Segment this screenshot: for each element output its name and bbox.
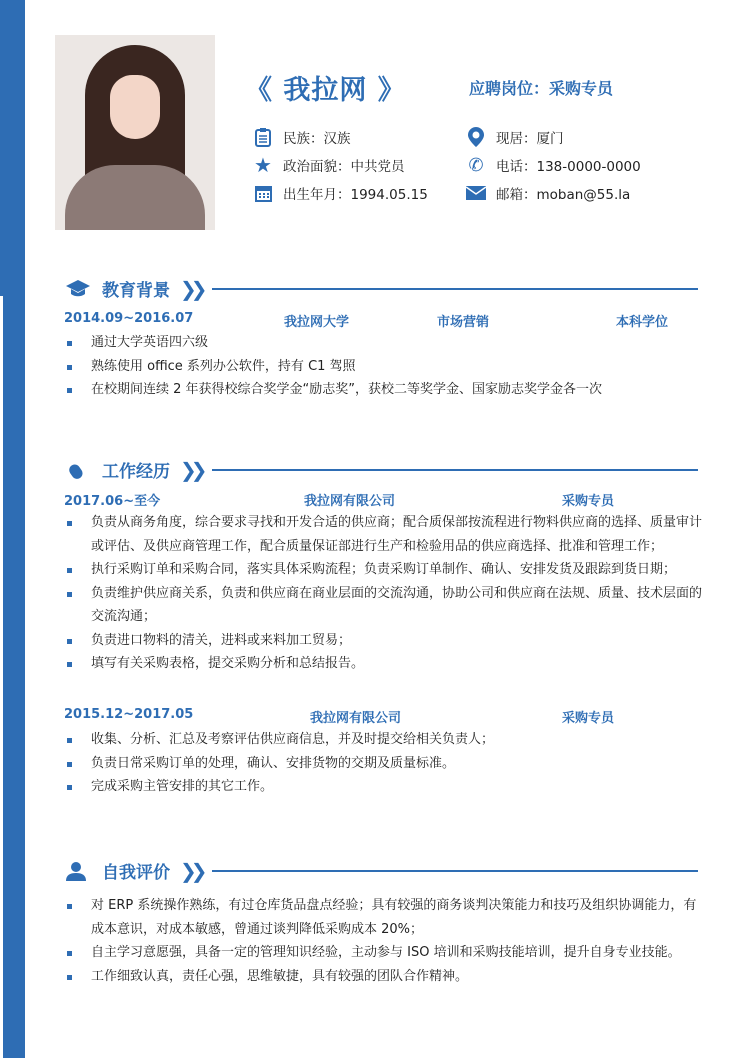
user-icon bbox=[66, 860, 92, 882]
phone-icon: ✆ bbox=[468, 154, 484, 176]
list-item: 负责维护供应商关系，负责和供应商在商业层面的交流沟通，协助公司和供应商在法规、质量、技术层面的交流沟通； bbox=[66, 582, 706, 629]
graduation-cap-icon bbox=[66, 278, 92, 300]
job-list bbox=[66, 511, 706, 676]
list-item: 负责日常采购订单的处理，确认、安排货物的交期及质量标准。 bbox=[66, 752, 706, 776]
list-item: 在校期间连续 2 年获得校综合奖学金“励志奖”，获校二等奖学金、国家励志奖学金各一次 bbox=[66, 378, 706, 402]
list-item: 负责从商务角度，综合要求寻找和开发合适的供应商；配合质保部按流程进行物料供应商的选择、质量审计或评估、及供应商管理工作，配合质量保证部进行生产和检验用品的供应商选择、批准和管理工作； bbox=[66, 511, 706, 558]
job-company: 我拉网有限公司 bbox=[304, 494, 396, 509]
envelope-icon bbox=[466, 183, 486, 203]
profile-photo bbox=[55, 35, 215, 230]
list-item: 完成采购主管安排的其它工作。 bbox=[66, 775, 706, 799]
section-header-self: 自我评价 ❯❯ bbox=[66, 858, 698, 883]
candidate-name: 《 我拉网 》 bbox=[245, 75, 406, 106]
calendar-icon bbox=[253, 183, 273, 203]
job-position: 采购专员 bbox=[562, 711, 615, 726]
info-birth: 出生年月：1994.05.15 bbox=[253, 183, 428, 203]
info-phone: ✆ 电话：138-0000-0000 bbox=[466, 155, 641, 175]
side-bar-top bbox=[0, 0, 25, 296]
list-item: 通过大学英语四六级 bbox=[66, 331, 706, 355]
list-item: 熟练使用 office 系列办公软件，持有 C1 驾照 bbox=[66, 355, 706, 379]
list-item: 执行采购订单和采购合同，落实具体采购流程；负责采购订单制作、确认、安排发货及跟踪到货日期； bbox=[66, 558, 706, 582]
star-icon: ★ bbox=[254, 153, 272, 177]
job-date: 2017.06~至今 bbox=[64, 494, 161, 509]
side-bar bbox=[3, 296, 25, 1058]
self-list bbox=[66, 894, 706, 988]
job-target: 应聘岗位：采购专员 bbox=[469, 79, 614, 98]
edu-school: 我拉网大学 bbox=[284, 315, 350, 330]
job-position: 采购专员 bbox=[562, 494, 615, 509]
list-item: 工作细致认真，责任心强，思维敏捷，具有较强的团队合作精神。 bbox=[66, 965, 706, 989]
mouse-icon bbox=[66, 459, 92, 481]
edu-major: 市场营销 bbox=[437, 315, 490, 330]
section-header-work: 工作经历 ❯❯ bbox=[66, 457, 698, 482]
list-item: 负责进口物料的清关，进料或来料加工贸易； bbox=[66, 629, 706, 653]
double-chevron-icon: ❯❯ bbox=[180, 457, 202, 482]
info-residence: 现居：厦门 bbox=[466, 127, 564, 147]
job-company: 我拉网有限公司 bbox=[310, 711, 402, 726]
double-chevron-icon: ❯❯ bbox=[180, 276, 202, 301]
job-list bbox=[66, 728, 706, 799]
list-item: 收集、分析、汇总及考察评估供应商信息，并及时提交给相关负责人； bbox=[66, 728, 706, 752]
edu-degree: 本科学位 bbox=[616, 315, 669, 330]
section-header-education: 教育背景 ❯❯ bbox=[66, 276, 698, 301]
edu-list bbox=[66, 331, 706, 402]
edu-date: 2014.09~2016.07 bbox=[64, 311, 194, 326]
list-item: 自主学习意愿强，具备一定的管理知识经验，主动参与 ISO 培训和采购技能培训，提升自身专业技能。 bbox=[66, 941, 706, 965]
location-pin-icon bbox=[466, 127, 486, 147]
clipboard-icon bbox=[253, 127, 273, 147]
list-item: 填写有关采购表格，提交采购分析和总结报告。 bbox=[66, 652, 706, 676]
info-political: ★ 政治面貌：中共党员 bbox=[254, 153, 405, 177]
job-date: 2015.12~2017.05 bbox=[64, 707, 194, 722]
list-item: 对 ERP 系统操作熟练，有过仓库货品盘点经验；具有较强的商务谈判决策能力和技巧及组织协调能力，有成本意识，对成本敏感，曾通过谈判降低采购成本 20%； bbox=[66, 894, 706, 941]
info-email: 邮箱：moban@55.la bbox=[466, 183, 630, 203]
double-chevron-icon: ❯❯ bbox=[180, 858, 202, 883]
info-ethnicity: 民族：汉族 bbox=[253, 127, 351, 147]
